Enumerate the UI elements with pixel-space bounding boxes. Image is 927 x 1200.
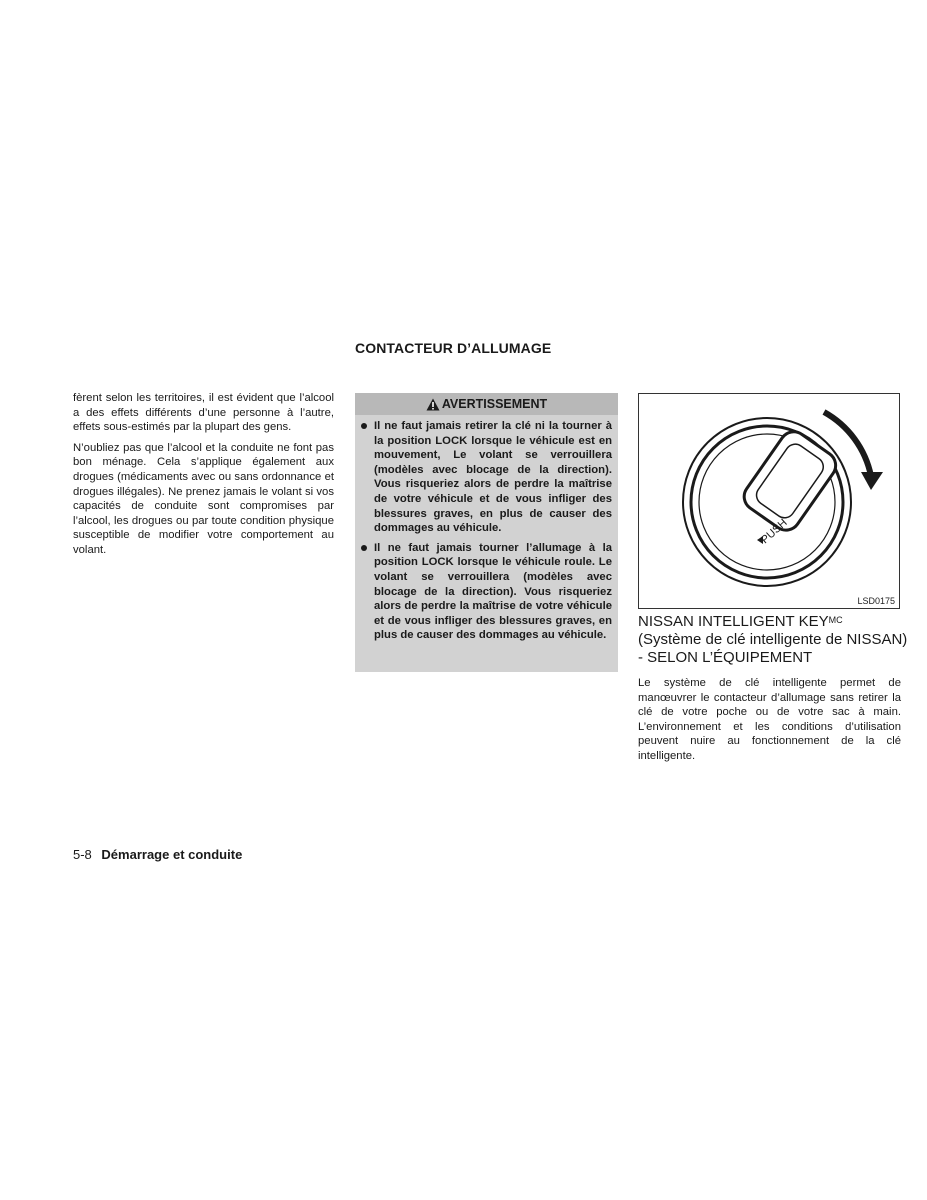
ignition-knob-illustration bbox=[639, 394, 899, 608]
warning-item bbox=[359, 419, 612, 536]
page-number: 5-8 bbox=[73, 847, 92, 862]
warning-list bbox=[355, 415, 618, 643]
warning-triangle-icon bbox=[426, 398, 440, 411]
ignition-knob-figure bbox=[638, 393, 900, 609]
bullet-icon bbox=[361, 423, 367, 429]
warning-box bbox=[355, 393, 618, 672]
intelligent-key-heading bbox=[638, 613, 908, 667]
warning-title: AVERTISSEMENT bbox=[441, 397, 548, 411]
paragraph: N’oubliez pas que l’alcool et la conduite ne font pas bon ménage. Cela s’applique également aux drogues (médicaments avec ou sans ordonnance et drogues illégales). Ne prenez jamais le volant si vos capacités de conduite sont compromises par l’alcool, les drogues ou par toute condition physique susceptible de modifier votre comportement au volant. bbox=[73, 441, 334, 556]
page-footer bbox=[73, 847, 242, 862]
section-title: CONTACTEUR D’ALLUMAGE bbox=[355, 340, 552, 356]
warning-header bbox=[355, 393, 618, 415]
chapter-title: Démarrage et conduite bbox=[101, 847, 243, 862]
trademark-superscript: MC bbox=[828, 615, 843, 625]
push-label: PUSH bbox=[758, 516, 790, 547]
intelligent-key-body: Le système de clé intelligente permet de manœuvrer le contacteur d’allumage sans retirer la clé de votre poche ou de votre sac à main. L’environnement et les conditions d’utilisation peuvent nuire au fonctionnement de la clé intelligente. bbox=[638, 677, 901, 762]
heading-subtitle: (Système de clé intelligente de NISSAN) - SELON L’ÉQUIPEMENT bbox=[638, 631, 908, 666]
left-column-text bbox=[73, 391, 334, 564]
warning-item bbox=[359, 541, 612, 643]
bullet-icon bbox=[361, 545, 367, 551]
paragraph: fèrent selon les territoires, il est évident que l’alcool a des effets différents d’une personne à l’autre, effets sous-estimés par la plupart des gens. bbox=[73, 392, 334, 434]
warning-item-text: Il ne faut jamais tourner l’allumage à la position LOCK lorsque le véhicule roule. Le volant se verrouillera (modèles avec blocage de la direction). Vous risqueriez alors de perdre la maîtrise de votre véhicule et de vous infliger des blessures graves, en plus de causer des dommages au véhicule. bbox=[374, 541, 612, 642]
heading-main: NISSAN INTELLIGENT KEY bbox=[638, 613, 829, 630]
warning-item-text: Il ne faut jamais retirer la clé ni la tourner à la position LOCK lorsque le véhicule est en mouvement, Le volant se verrouillera (modèles avec blocage de la direction). Vous risqueriez alors de perdre la maîtrise de votre véhicule et de vous infliger des blessures graves, en plus de causer des dommages au véhicule. bbox=[374, 420, 612, 535]
figure-code: LSD0175 bbox=[857, 596, 895, 606]
